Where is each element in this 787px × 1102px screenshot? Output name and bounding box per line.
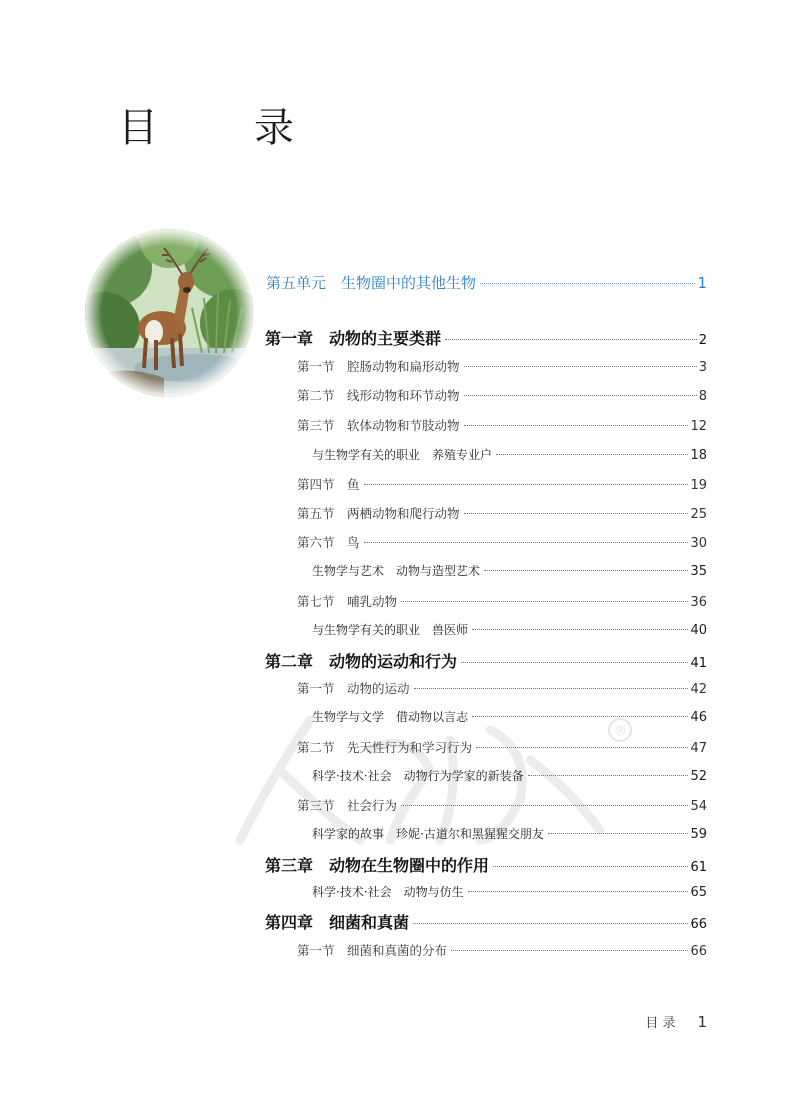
- toc-entry-label: 第一节 细菌和真菌的分布: [297, 943, 448, 958]
- toc-entry-label: 科学·技术·社会 动物行为学家的新装备: [312, 769, 524, 783]
- toc-entry-page: 36: [690, 595, 707, 610]
- toc-entry-label: 第三节 社会行为: [297, 798, 398, 813]
- leader-dots: [476, 747, 688, 748]
- toc-entry-page: 46: [690, 710, 707, 725]
- toc-entry-page: 42: [690, 682, 707, 697]
- toc-entry-page: 47: [690, 741, 707, 756]
- toc-entry-page: 66: [690, 944, 707, 959]
- leader-dots: [464, 425, 689, 426]
- toc-entry-label: 第三章 动物在生物圈中的作用: [265, 856, 490, 875]
- toc-section-entry[interactable]: [297, 533, 707, 551]
- toc-entry-label: 第四节 鱼: [297, 477, 360, 492]
- toc-chapter-entry[interactable]: [265, 649, 707, 672]
- leader-dots: [364, 484, 689, 485]
- footer-page-number: 1: [697, 1013, 707, 1031]
- leader-dots: [401, 601, 688, 602]
- leader-dots: [451, 950, 688, 951]
- toc-entry-label: 与生物学有关的职业 兽医师: [312, 623, 469, 637]
- leader-dots: [493, 866, 688, 867]
- leader-dots: [401, 805, 688, 806]
- toc-section-entry[interactable]: [297, 386, 707, 404]
- toc-chapter-entry[interactable]: [265, 853, 707, 876]
- toc-entry-page: 30: [690, 536, 707, 551]
- toc-entry-label: 第四章 细菌和真菌: [265, 913, 410, 932]
- footer-label: 目 录: [645, 1016, 676, 1031]
- toc-feature-entry[interactable]: [312, 708, 707, 725]
- leader-dots: [413, 923, 688, 924]
- toc-section-entry[interactable]: [297, 679, 707, 697]
- toc-entry-page: 66: [690, 917, 707, 932]
- toc-entry-label: 第一节 动物的运动: [297, 681, 410, 696]
- toc-entry-label: 科学·技术·社会 动物与仿生: [312, 885, 464, 899]
- toc-entry-label: 生物学与艺术 动物与造型艺术: [312, 564, 481, 578]
- toc-entry-page: 41: [690, 656, 707, 671]
- leader-dots: [468, 891, 689, 892]
- toc-feature-entry[interactable]: [312, 446, 707, 463]
- toc-entry-label: 科学家的故事 珍妮·古道尔和黑猩猩交朋友: [312, 827, 544, 841]
- toc-entry-page: 35: [690, 564, 707, 579]
- toc-feature-entry[interactable]: [312, 562, 707, 579]
- toc-section-entry[interactable]: [297, 504, 707, 522]
- leader-dots: [445, 339, 697, 340]
- toc-unit-page: 1: [697, 274, 707, 292]
- toc-entry-label: 第二章 动物的运动和行为: [265, 652, 458, 671]
- leader-dots: [472, 629, 688, 630]
- toc-section-entry[interactable]: [297, 592, 707, 610]
- toc-chapter-entry[interactable]: [265, 910, 707, 933]
- page-title: 目 录: [118, 105, 322, 151]
- leader-dots: [496, 454, 688, 455]
- toc-feature-entry[interactable]: [312, 825, 707, 842]
- toc-entry-page: 25: [690, 507, 707, 522]
- toc-entry-label: 第五节 两栖动物和爬行动物: [297, 506, 460, 521]
- toc-entry-label: 第六节 鸟: [297, 535, 360, 550]
- toc-entry-label: 第三节 软体动物和节肢动物: [297, 418, 460, 433]
- toc-entry-page: 65: [690, 885, 707, 900]
- toc-unit-label: 第五单元 生物圈中的其他生物: [266, 274, 477, 292]
- leader-dots: [464, 513, 689, 514]
- toc-section-entry[interactable]: [297, 796, 707, 814]
- leader-dots: [364, 542, 689, 543]
- watermark-mark: ®: [614, 724, 627, 739]
- toc-entry-label: 第一节 腔肠动物和扁形动物: [297, 359, 460, 374]
- toc-feature-entry[interactable]: [312, 767, 707, 784]
- toc-entry-label: 与生物学有关的职业 养殖专业户: [312, 448, 493, 462]
- toc-entry-page: 3: [698, 360, 707, 375]
- toc-entry-page: 2: [698, 333, 707, 348]
- leader-dots: [414, 688, 689, 689]
- toc-unit-entry[interactable]: [266, 272, 707, 293]
- leader-dots: [472, 716, 688, 717]
- leader-dots: [464, 366, 697, 367]
- toc-entry-page: 12: [690, 419, 707, 434]
- toc-entry-page: 18: [690, 448, 707, 463]
- toc-entry-page: 59: [690, 827, 707, 842]
- toc-feature-entry[interactable]: [312, 621, 707, 638]
- toc-entry-page: 52: [690, 769, 707, 784]
- leader-dots: [548, 833, 689, 834]
- toc-chapter-entry[interactable]: [265, 326, 707, 349]
- leader-dots: [464, 395, 697, 396]
- toc-entry-page: 19: [690, 478, 707, 493]
- toc-section-entry[interactable]: [297, 738, 707, 756]
- leader-dots: [484, 570, 688, 571]
- leader-dots: [461, 662, 688, 663]
- toc-entry-label: 第二节 先天性行为和学习行为: [297, 740, 473, 755]
- toc-section-entry[interactable]: [297, 357, 707, 375]
- toc-feature-entry[interactable]: [312, 883, 707, 900]
- leader-dots: [528, 775, 689, 776]
- page-footer: [645, 1012, 707, 1031]
- toc-entry-label: 第一章 动物的主要类群: [265, 329, 442, 348]
- toc-entry-label: 生物学与文学 借动物以言志: [312, 710, 469, 724]
- leader-dots: [480, 283, 695, 284]
- toc-section-entry[interactable]: [297, 941, 707, 959]
- toc-section-entry[interactable]: [297, 416, 707, 434]
- toc-entry-page: 61: [690, 860, 707, 875]
- toc-entry-page: 40: [690, 623, 707, 638]
- toc-entry-page: 54: [690, 799, 707, 814]
- toc-section-entry[interactable]: [297, 475, 707, 493]
- toc-entry-label: 第七节 哺乳动物: [297, 594, 398, 609]
- toc-entry-label: 第二节 线形动物和环节动物: [297, 388, 460, 403]
- toc-entry-page: 8: [698, 389, 707, 404]
